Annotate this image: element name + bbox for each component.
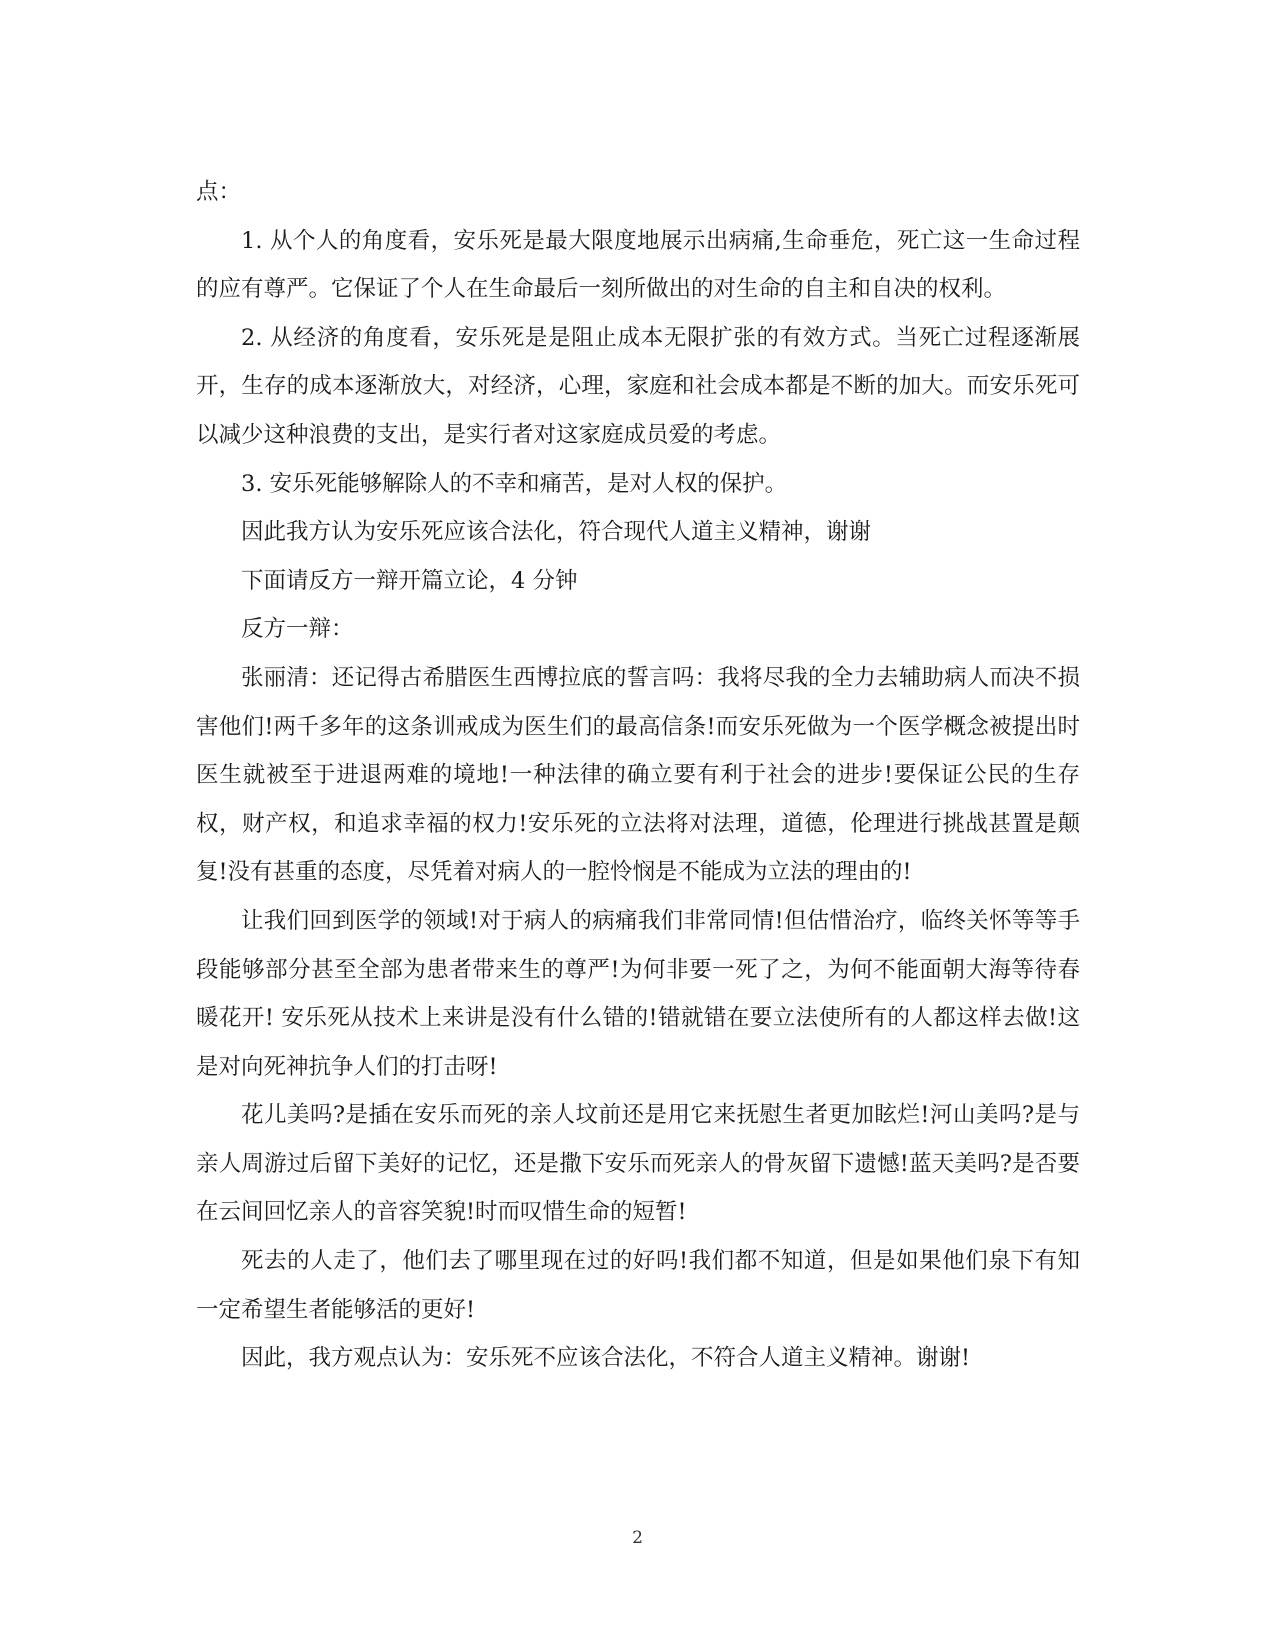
paragraph-departed: 死去的人走了，他们去了哪里现在过的好吗!我们都不知道，但是如果他们泉下有知一定希望生者能够活的更好! <box>196 1248 1080 1323</box>
paragraph-point-1: 1. 从个人的角度看，安乐死是最大限度地展示出病痛,生命垂危，死亡这一生命过程的应有尊严。它保证了个人在生命最后一刻所做出的对生命的自主和自决的权利。 <box>196 227 1080 303</box>
page-number: 2 <box>632 1528 643 1548</box>
paragraph-opening-statement: 张丽清：还记得古希腊医生西博拉底的誓言吗：我将尽我的全力去辅助病人而决不损害他们!两千多年的这条训戒成为医生们的最高信条!而安乐死做为一个医学概念被提出时医生就被至于进退两难的境地!一种法律的确立要有利于社会的进步!要保证公民的生存权，财产权，和追求幸福的权力!安乐死的立法将对法理，道德，伦理进行挑战甚置是颠复!没有甚重的态度，尽凭着对病人的一腔怜悯是不能成为立法的理由的! <box>196 664 1080 886</box>
paragraph-conclusion-affirmative: 因此我方认为安乐死应该合法化，符合现代人道主义精神，谢谢 <box>241 519 872 546</box>
document-body <box>196 168 1080 1383</box>
paragraph-continuation: 点： <box>196 179 242 205</box>
paragraph-point-3: 3. 安乐死能够解除人的不幸和痛苦，是对人权的保护。 <box>241 470 788 497</box>
paragraph-rhetorical-questions: 花儿美吗?是插在安乐而死的亲人坟前还是用它来抚慰生者更加眩烂!河山美吗?是与亲人周游过后留下美好的记忆，还是撒下安乐而死亲人的骨灰留下遗憾!蓝天美吗?是否要在云间回忆亲人的音容笑貌!时而叹惜生命的短暂! <box>196 1102 1080 1226</box>
paragraph-speaker-heading: 反方一辩： <box>241 616 354 643</box>
paragraph-conclusion-negative: 因此，我方观点认为：安乐死不应该合法化，不符合人道主义精神。谢谢! <box>241 1345 971 1372</box>
paragraph-medical-field: 让我们回到医学的领域!对于病人的病痛我们非常同情!但估惜治疗，临终关怀等等手段能够部分甚至全部为患者带来生的尊严!为何非要一死了之，为何不能面朝大海等待春暖花开! 安乐死从技术上来讲是没有什么错的!错就错在要立法使所有的人都这样去做!这是对向死神抗争人们的打击呀! <box>196 907 1080 1080</box>
paragraph-moderator-prompt: 下面请反方一辩开篇立论，4 分钟 <box>241 567 578 594</box>
paragraph-point-2: 2. 从经济的角度看，安乐死是是阻止成本无限扩张的有效方式。当死亡过程逐渐展开，生存的成本逐渐放大，对经济，心理，家庭和社会成本都是不断的加大。而安乐死可以减少这种浪费的支出，是实行者对这家庭成员爱的考虑。 <box>196 324 1080 448</box>
